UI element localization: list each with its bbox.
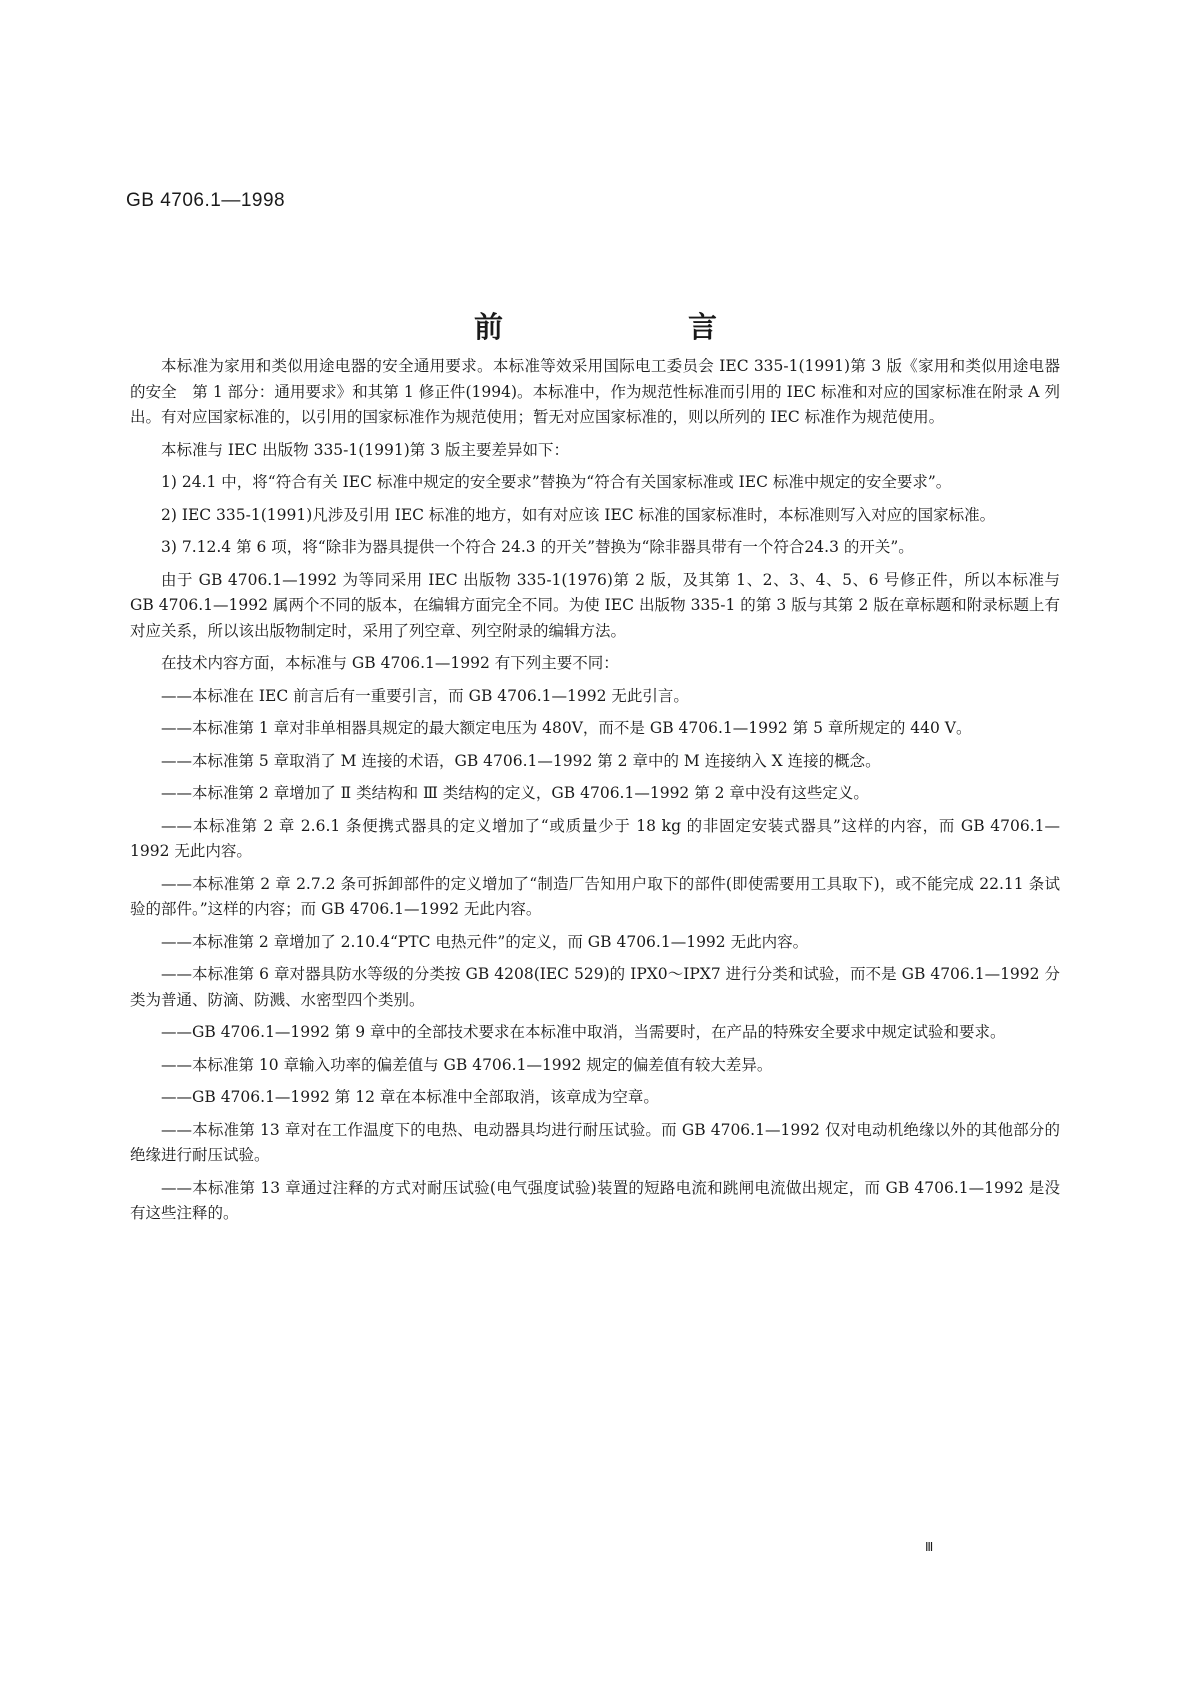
list-item: ——本标准第 1 章对非单相器具规定的最大额定电压为 480V，而不是 GB 4706.1—1992 第 5 章所规定的 440 V。 (161, 719, 972, 737)
paragraph: 由于 GB 4706.1—1992 为等同采用 IEC 出版物 335-1(1976)第 2 版，及其第 1、2、3、4、5、6 号修正件，所以本标准与 GB 4706.1—1992 属两个不同的版本，在编辑方面完全不同。为使 IEC 出版物 335-1 的第 3 版与其第 2 版在章标题和附录标题上有对应关系，所以该出版物制定时，采用了列空章、列空附录的编辑方法。 (130, 570, 1060, 640)
list-item: ——本标准第 2 章增加了 2.10.4“PTC 电热元件”的定义，而 GB 4706.1—1992 无此内容。 (161, 932, 809, 951)
paragraph: 在技术内容方面，本标准与 GB 4706.1—1992 有下列主要不同： (161, 654, 619, 672)
paragraph: 3) 7.12.4 第 6 项，将“除非为器具提供一个符合 24.3 的开关”替换为“除非器具带有一个符合24.3 的开关”。 (161, 538, 914, 556)
list-item: ——本标准第 5 章取消了 M 连接的术语，GB 4706.1—1992 第 2 章中的 M 连接纳入 X 连接的概念。 (161, 751, 881, 770)
list-item: ——本标准第 10 章输入功率的偏差值与 GB 4706.1—1992 规定的偏差值有较大差异。 (161, 1055, 773, 1074)
list-item: ——本标准第 6 章对器具防水等级的分类按 GB 4208(IEC 529)的 IPX0～IPX7 进行分类和试验，而不是 GB 4706.1—1992 分类为普通、防滴、防溅、水密型四个类别。 (130, 965, 1060, 1009)
list-item: ——本标准第 13 章对在工作温度下的电热、电动器具均进行耐压试验。而 GB 4706.1—1992 仅对电动机绝缘以外的其他部分的绝缘进行耐压试验。 (130, 1120, 1060, 1164)
list-item: ——GB 4706.1—1992 第 9 章中的全部技术要求在本标准中取消，当需要时，在产品的特殊安全要求中规定试验和要求。 (161, 1023, 1006, 1041)
list-item: ——本标准第 2 章 2.6.1 条便携式器具的定义增加了“或质量少于 18 kg 的非固定安装式器具”这样的内容，而 GB 4706.1—1992 无此内容。 (130, 816, 1060, 860)
paragraph: 本标准与 IEC 出版物 335-1(1991)第 3 版主要差异如下： (161, 440, 570, 459)
list-item: ——GB 4706.1—1992 第 12 章在本标准中全部取消，该章成为空章。 (161, 1088, 659, 1106)
paragraph: 本标准为家用和类似用途电器的安全通用要求。本标准等效采用国际电工委员会 IEC 335-1(1991)第 3 版《家用和类似用途电器的安全 第 1 部分：通用要求》和其第 1 修正件(1994)。本标准中，作为规范性标准而引用的 IEC 标准和对应的国家标准在附录 A 列出。有对应国家标准的，以引用的国家标准作为规范使用；暂无对应国家标准的，则以所列的 IEC 标准作为规范使用。 (130, 357, 1060, 426)
list-item: ——本标准第 13 章通过注释的方式对耐压试验(电气强度试验)装置的短路电流和跳闸电流做出规定，而 GB 4706.1—1992 是没有这些注释的。 (130, 1178, 1060, 1222)
standard-code: GB 4706.1—1998 (126, 190, 286, 211)
paragraph: 1) 24.1 中，将“符合有关 IEC 标准中规定的安全要求”替换为“符合有关国家标准或 IEC 标准中规定的安全要求”。 (161, 473, 952, 491)
list-item: ——本标准第 2 章 2.7.2 条可拆卸部件的定义增加了“制造厂告知用户取下的部件(即使需要用工具取下)，或不能完成 22.11 条试验的部件。”这样的内容；而 GB 4706.1—1992 无此内容。 (130, 874, 1060, 918)
foreword-body (130, 354, 1060, 1234)
paragraph: 2) IEC 335-1(1991)凡涉及引用 IEC 标准的地方，如有对应该 IEC 标准的国家标准时，本标准则写入对应的国家标准。 (161, 505, 996, 524)
page-title: 前 言 (473, 310, 795, 344)
list-item: ——本标准在 IEC 前言后有一重要引言，而 GB 4706.1—1992 无此引言。 (161, 686, 689, 705)
list-item: ——本标准第 2 章增加了 Ⅱ 类结构和 Ⅲ 类结构的定义，GB 4706.1—1992 第 2 章中没有这些定义。 (161, 784, 869, 802)
page-number: Ⅲ (925, 1540, 934, 1554)
